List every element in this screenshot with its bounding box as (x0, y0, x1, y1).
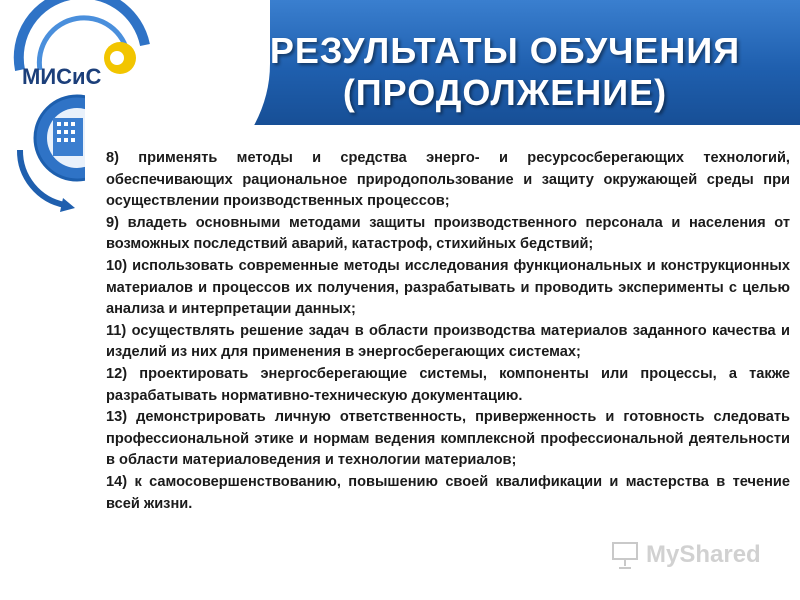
learning-outcomes-list (106, 148, 790, 515)
misis-logo-text: МИСиС (22, 64, 102, 89)
list-item: 9) владеть основными методами защиты производственного персонала и населения от возможных последствий аварий, катастроф, стихийных бедствий; (106, 214, 790, 253)
list-item: 12) проектировать энергосберегающие системы, компоненты или процессы, а также разрабатывать нормативно-техническую документацию. (106, 365, 790, 404)
misis-logo-sun-center (110, 51, 124, 65)
presentation-icon (610, 540, 640, 570)
page-title (225, 30, 785, 114)
watermark (610, 535, 790, 575)
title-line-1: РЕЗУЛЬТАТЫ ОБУЧЕНИЯ (269, 30, 741, 71)
list-item: 13) демонстрировать личную ответственность, приверженность и готовность следовать профессиональной этике и нормам ведения комплексной профессиональной деятельности в области материаловедения и технологии материалов; (106, 409, 790, 469)
list-item: 10) использовать современные методы исследования функциональных и конструкционных материалов и процессов их получения, разрабатывать и проводить эксперименты с целью анализа и интерпретации данных; (106, 257, 790, 318)
title-line-2: (ПРОДОЛЖЕНИЕ) (342, 72, 668, 113)
list-item: 8) применять методы и средства энерго- и ресурсосберегающих технологий, обеспечивающих рациональное природопользование и защиту окружающей среды при осуществлении производственных процессов; (106, 150, 790, 210)
list-item: 14) к самосовершенствованию, повышению своей квалификации и мастерства в течение всей жизни. (106, 473, 790, 512)
program-logo (5, 90, 85, 215)
watermark-text: MyShared (646, 541, 761, 568)
list-item: 11) осуществлять решение задач в области производства материалов заданного качества и изделий из них для применения в энергосберегающих системах; (106, 322, 790, 361)
